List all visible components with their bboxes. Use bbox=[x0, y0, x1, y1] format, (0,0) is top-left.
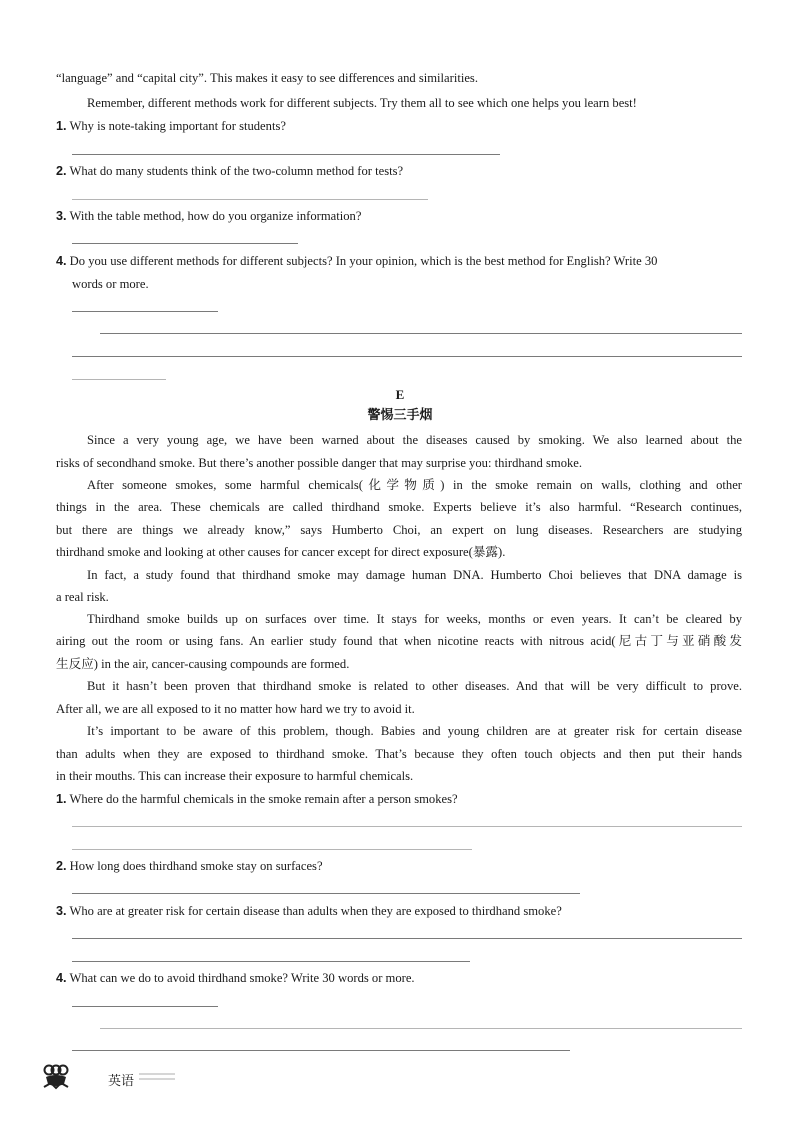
passage-e-line: After someone smokes, some harmful chemicals(化学物质) in the smoke remain on walls, clothing and other bbox=[87, 478, 742, 492]
passage-e-line: things in the area. These chemicals are called thirdhand smoke. Experts believe it’s also harmful. “Research continues, bbox=[56, 500, 742, 514]
answer-line[interactable] bbox=[72, 1050, 570, 1051]
question-number: 4. bbox=[56, 254, 67, 268]
answer-line[interactable] bbox=[100, 1028, 742, 1029]
question-text: Do you use different methods for different subjects? In your opinion, which is the best method for English? Write 30 bbox=[69, 254, 658, 268]
question-d1 bbox=[56, 118, 286, 134]
passage-e-line: in their mouths. This can increase their exposure to harmful chemicals. bbox=[56, 769, 414, 783]
answer-line[interactable] bbox=[100, 333, 742, 334]
answer-line[interactable] bbox=[72, 154, 500, 155]
answer-line[interactable] bbox=[72, 243, 298, 244]
question-e3 bbox=[56, 903, 562, 919]
answer-line[interactable] bbox=[72, 379, 166, 380]
answer-line[interactable] bbox=[72, 826, 742, 827]
answer-line[interactable] bbox=[72, 311, 218, 312]
question-d4 bbox=[56, 253, 657, 269]
question-number: 2. bbox=[56, 859, 67, 873]
passage-d-line: Remember, different methods work for different subjects. Try them all to see which one helps you learn best! bbox=[87, 96, 637, 110]
passage-d-line: “language” and “capital city”. This makes it easy to see differences and similarities. bbox=[56, 71, 478, 85]
question-number: 3. bbox=[56, 904, 67, 918]
question-text: Who are at greater risk for certain disease than adults when they are exposed to thirdhand smoke? bbox=[69, 904, 562, 918]
question-number: 3. bbox=[56, 209, 67, 223]
passage-e-line: airing out the room or using fans. An earlier study found that when nicotine reacts with nitrous acid(尼古丁与亚硝酸发 bbox=[56, 634, 742, 648]
footer-decoration bbox=[139, 1072, 175, 1084]
answer-line[interactable] bbox=[72, 199, 428, 200]
answer-line[interactable] bbox=[72, 356, 742, 357]
passage-e-line: but there are things we already know,” says Humberto Choi, an expert on lung diseases. Researchers are studying bbox=[56, 523, 742, 537]
passage-e-line: In fact, a study found that thirdhand smoke may damage human DNA. Humberto Choi believes that DNA damage is bbox=[87, 568, 742, 582]
question-e1 bbox=[56, 791, 458, 807]
question-text: How long does thirdhand smoke stay on surfaces? bbox=[69, 859, 323, 873]
passage-e-line: Thirdhand smoke builds up on surfaces over time. It stays for weeks, months or even years. It can’t be cleared by bbox=[87, 612, 742, 626]
passage-e-line: 生反应) in the air, cancer-causing compounds are formed. bbox=[56, 657, 350, 671]
answer-line[interactable] bbox=[72, 961, 470, 962]
answer-line[interactable] bbox=[72, 938, 742, 939]
owl-mascot-icon bbox=[42, 1064, 70, 1090]
question-d2 bbox=[56, 163, 403, 179]
passage-e-line: a real risk. bbox=[56, 590, 109, 604]
passage-e-line: It’s important to be aware of this problem, though. Babies and young children are at greater risk for certain disease bbox=[87, 724, 742, 738]
passage-e-line: After all, we are all exposed to it no matter how hard we try to avoid it. bbox=[56, 702, 415, 716]
passage-e-line: But it hasn’t been proven that thirdhand smoke is related to other diseases. And that will be very difficult to prove. bbox=[87, 679, 742, 693]
question-text: What can we do to avoid thirdhand smoke? Write 30 words or more. bbox=[69, 971, 415, 985]
footer-dots-icon bbox=[139, 1072, 175, 1082]
section-title: 警惕三手烟 bbox=[367, 408, 433, 423]
question-e4 bbox=[56, 970, 415, 986]
answer-line[interactable] bbox=[72, 1006, 218, 1007]
footer-subject: 英语 bbox=[108, 1074, 135, 1089]
question-number: 4. bbox=[56, 971, 67, 985]
question-text-cont: words or more. bbox=[72, 277, 149, 291]
question-d3 bbox=[56, 208, 361, 224]
answer-line[interactable] bbox=[72, 893, 580, 894]
question-text: What do many students think of the two-column method for tests? bbox=[69, 164, 404, 178]
question-number: 1. bbox=[56, 792, 67, 806]
question-e2 bbox=[56, 858, 323, 874]
section-letter: E bbox=[395, 387, 405, 402]
passage-e-line: than adults when they are exposed to thirdhand smoke. That’s because they often touch objects and then put their hands bbox=[56, 747, 742, 761]
passage-e-line: risks of secondhand smoke. But there’s another possible danger that may surprise you: thirdhand smoke. bbox=[56, 456, 583, 470]
question-text: Where do the harmful chemicals in the smoke remain after a person smokes? bbox=[69, 792, 458, 806]
question-text: With the table method, how do you organize information? bbox=[69, 209, 362, 223]
passage-e-line: thirdhand smoke and looking at other causes for cancer except for direct exposure(暴露). bbox=[56, 545, 506, 559]
question-number: 1. bbox=[56, 119, 67, 133]
passage-e-line: Since a very young age, we have been warned about the diseases caused by smoking. We also learned about the bbox=[87, 433, 742, 447]
question-number: 2. bbox=[56, 164, 67, 178]
answer-line[interactable] bbox=[72, 849, 472, 850]
question-text: Why is note-taking important for students? bbox=[69, 119, 286, 133]
